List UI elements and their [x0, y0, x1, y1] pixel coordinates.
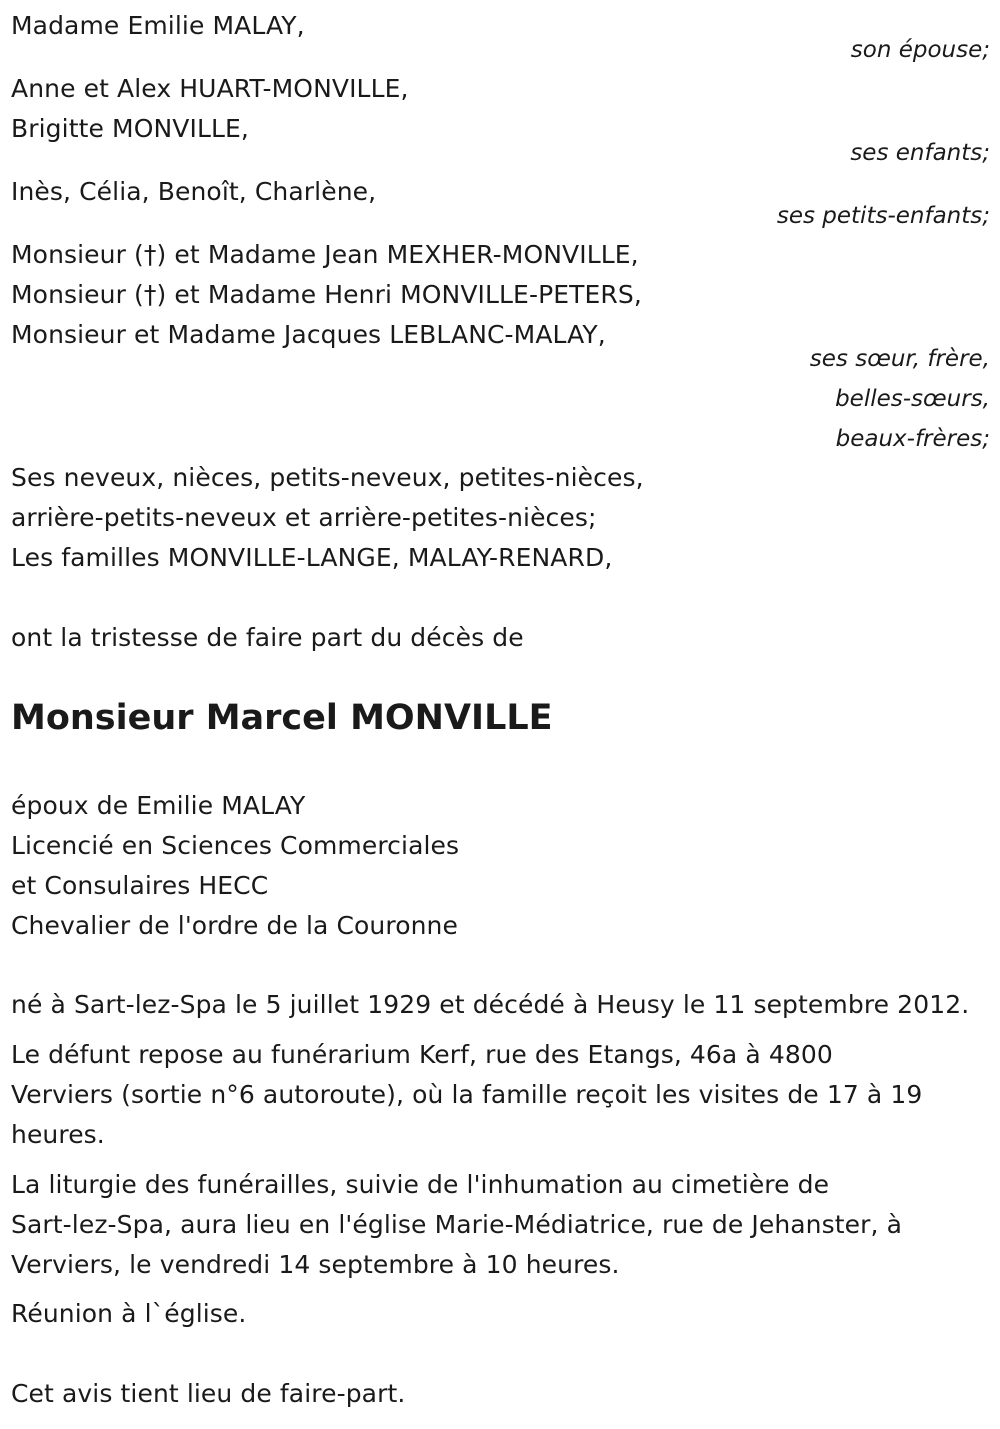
children-line-1: Anne et Alex HUART-MONVILLE, [11, 74, 409, 103]
repose-line-3: heures. [11, 1120, 105, 1149]
sibling-line-1: Monsieur (†) et Madame Jean MEXHER-MONVILLE, [11, 240, 639, 269]
children-line-2: Brigitte MONVILLE, [11, 114, 249, 143]
liturgy-line-2: Sart-lez-Spa, aura lieu en l'église Marie-Médiatrice, rue de Jehanster, à [11, 1210, 903, 1239]
spouse-line: Madame Emilie MALAY, [11, 11, 305, 40]
siblings-relation-2: belles-sœurs, [835, 386, 990, 412]
deceased-title-2: Licencié en Sciences Commerciales [11, 831, 460, 860]
others-line-1: Ses neveux, nièces, petits-neveux, petites-nièces, [11, 463, 644, 492]
others-line-3: Les familles MONVILLE-LANGE, MALAY-RENARD, [11, 543, 613, 572]
repose-line-1: Le défunt repose au funérarium Kerf, rue des Etangs, 46a à 4800 [11, 1040, 833, 1069]
sibling-line-2: Monsieur (†) et Madame Henri MONVILLE-PETERS, [11, 280, 642, 309]
grandchildren-relation: ses petits-enfants; [776, 203, 990, 229]
grandchildren-line: Inès, Célia, Benoît, Charlène, [11, 177, 377, 206]
siblings-relation-1: ses sœur, frère, [809, 346, 990, 372]
deceased-title-1: époux de Emilie MALAY [11, 791, 306, 820]
deceased-title-4: Chevalier de l'ordre de la Couronne [11, 911, 458, 940]
birth-death-line: né à Sart-lez-Spa le 5 juillet 1929 et décédé à Heusy le 11 septembre 2012. [11, 990, 970, 1019]
liturgy-line-1: La liturgie des funérailles, suivie de l'inhumation au cimetière de [11, 1170, 830, 1199]
children-relation: ses enfants; [850, 140, 990, 166]
deceased-name: Monsieur Marcel MONVILLE [11, 698, 553, 738]
closing-line: Cet avis tient lieu de faire-part. [11, 1379, 406, 1408]
siblings-relation-3: beaux-frères; [835, 426, 990, 452]
meeting-line: Réunion à l`église. [11, 1299, 247, 1328]
repose-line-2: Verviers (sortie n°6 autoroute), où la famille reçoit les visites de 17 à 19 [11, 1080, 923, 1109]
announcement-line: ont la tristesse de faire part du décès de [11, 623, 524, 652]
sibling-line-3: Monsieur et Madame Jacques LEBLANC-MALAY, [11, 320, 606, 349]
spouse-relation: son épouse; [850, 37, 990, 63]
deceased-title-3: et Consulaires HECC [11, 871, 269, 900]
liturgy-line-3: Verviers, le vendredi 14 septembre à 10 heures. [11, 1250, 620, 1279]
others-line-2: arrière-petits-neveux et arrière-petites-nièces; [11, 503, 597, 532]
